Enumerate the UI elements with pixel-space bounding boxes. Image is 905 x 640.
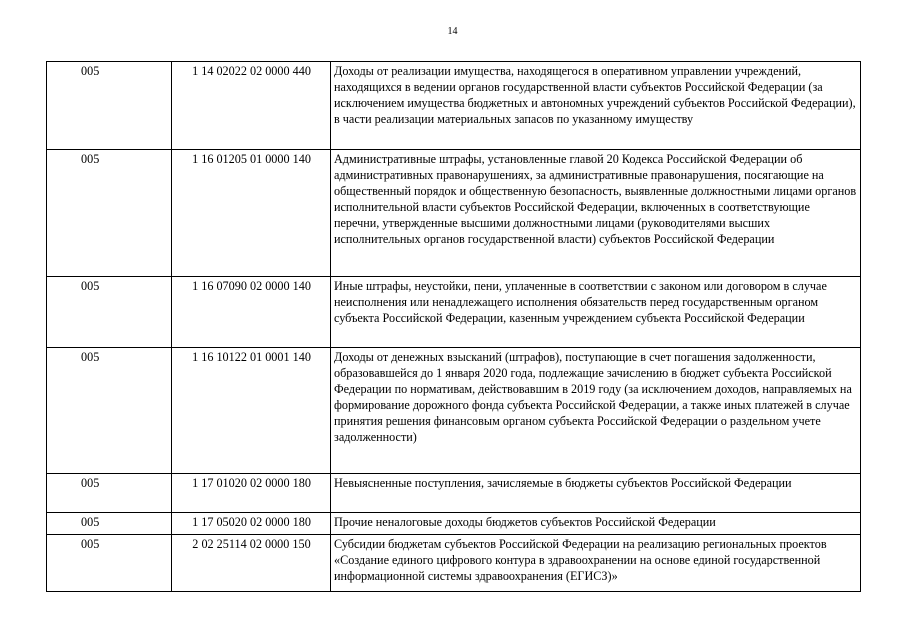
- table-row: [47, 535, 861, 592]
- admin-code-cell: 005: [47, 150, 172, 277]
- revenue-description-cell: Административные штрафы, установленные главой 20 Кодекса Российской Федерации об административных правонарушениях, за административные правонарушения, посягающие на общественный порядок и общественную безопасность, выявленные должностными лицами органов исполнительной власти субъектов Российской Федерации, включенных в соответствующие перечни, утвержденные высшими должностными лицами (руководителями высших исполнительных органов государственной власти) субъектов Российской Федерации: [331, 150, 861, 277]
- table-row: [47, 348, 861, 474]
- admin-code-cell: 005: [47, 62, 172, 150]
- table-row: [47, 150, 861, 277]
- admin-code-cell: 005: [47, 277, 172, 348]
- budget-classification-code-cell: 1 17 05020 02 0000 180: [172, 513, 331, 535]
- revenue-codes-table: [46, 61, 861, 592]
- revenue-description-cell: Иные штрафы, неустойки, пени, уплаченные в соответствии с законом или договором в случае неисполнения или ненадлежащего исполнения обязательств перед государственным органом субъекта Российской Федерации, казенным учреждением субъекта Российской Федерации: [331, 277, 861, 348]
- budget-classification-code-cell: 1 16 01205 01 0000 140: [172, 150, 331, 277]
- admin-code-cell: 005: [47, 474, 172, 513]
- admin-code-cell: 005: [47, 348, 172, 474]
- table-row: [47, 513, 861, 535]
- budget-classification-code-cell: 1 14 02022 02 0000 440: [172, 62, 331, 150]
- admin-code-cell: 005: [47, 535, 172, 592]
- budget-classification-code-cell: 1 16 10122 01 0001 140: [172, 348, 331, 474]
- revenue-description-cell: Доходы от денежных взысканий (штрафов), поступающие в счет погашения задолженности, образовавшейся до 1 января 2020 года, подлежащие зачислению в бюджет субъекта Российской Федерации по нормативам, действовавшим в 2019 году (за исключением доходов, направляемых на формирование дорожного фонда субъекта Российской Федерации, а также иных платежей в случае принятия решения финансовым органом субъекта Российской Федерации о раздельном учете задолженности): [331, 348, 861, 474]
- budget-classification-code-cell: 1 16 07090 02 0000 140: [172, 277, 331, 348]
- revenue-description-cell: Невыясненные поступления, зачисляемые в бюджеты субъектов Российской Федерации: [331, 474, 861, 513]
- budget-classification-code-cell: 1 17 01020 02 0000 180: [172, 474, 331, 513]
- revenue-description-cell: Субсидии бюджетам субъектов Российской Федерации на реализацию региональных проектов «Создание единого цифрового контура в здравоохранении на основе единой государственной информационной системы здравоохранения (ЕГИСЗ)»: [331, 535, 861, 592]
- budget-classification-code-cell: 2 02 25114 02 0000 150: [172, 535, 331, 592]
- revenue-description-cell: Прочие неналоговые доходы бюджетов субъектов Российской Федерации: [331, 513, 861, 535]
- revenue-description-cell: Доходы от реализации имущества, находящегося в оперативном управлении учреждений, находящихся в ведении органов государственной власти субъектов Российской Федерации (за исключением имущества бюджетных и автономных учреждений субъектов Российской Федерации), в части реализации материальных запасов по указанному имуществу: [331, 62, 861, 150]
- table-row: [47, 474, 861, 513]
- table-row: [47, 277, 861, 348]
- table-row: [47, 62, 861, 150]
- admin-code-cell: 005: [47, 513, 172, 535]
- page-number: 14: [447, 26, 458, 37]
